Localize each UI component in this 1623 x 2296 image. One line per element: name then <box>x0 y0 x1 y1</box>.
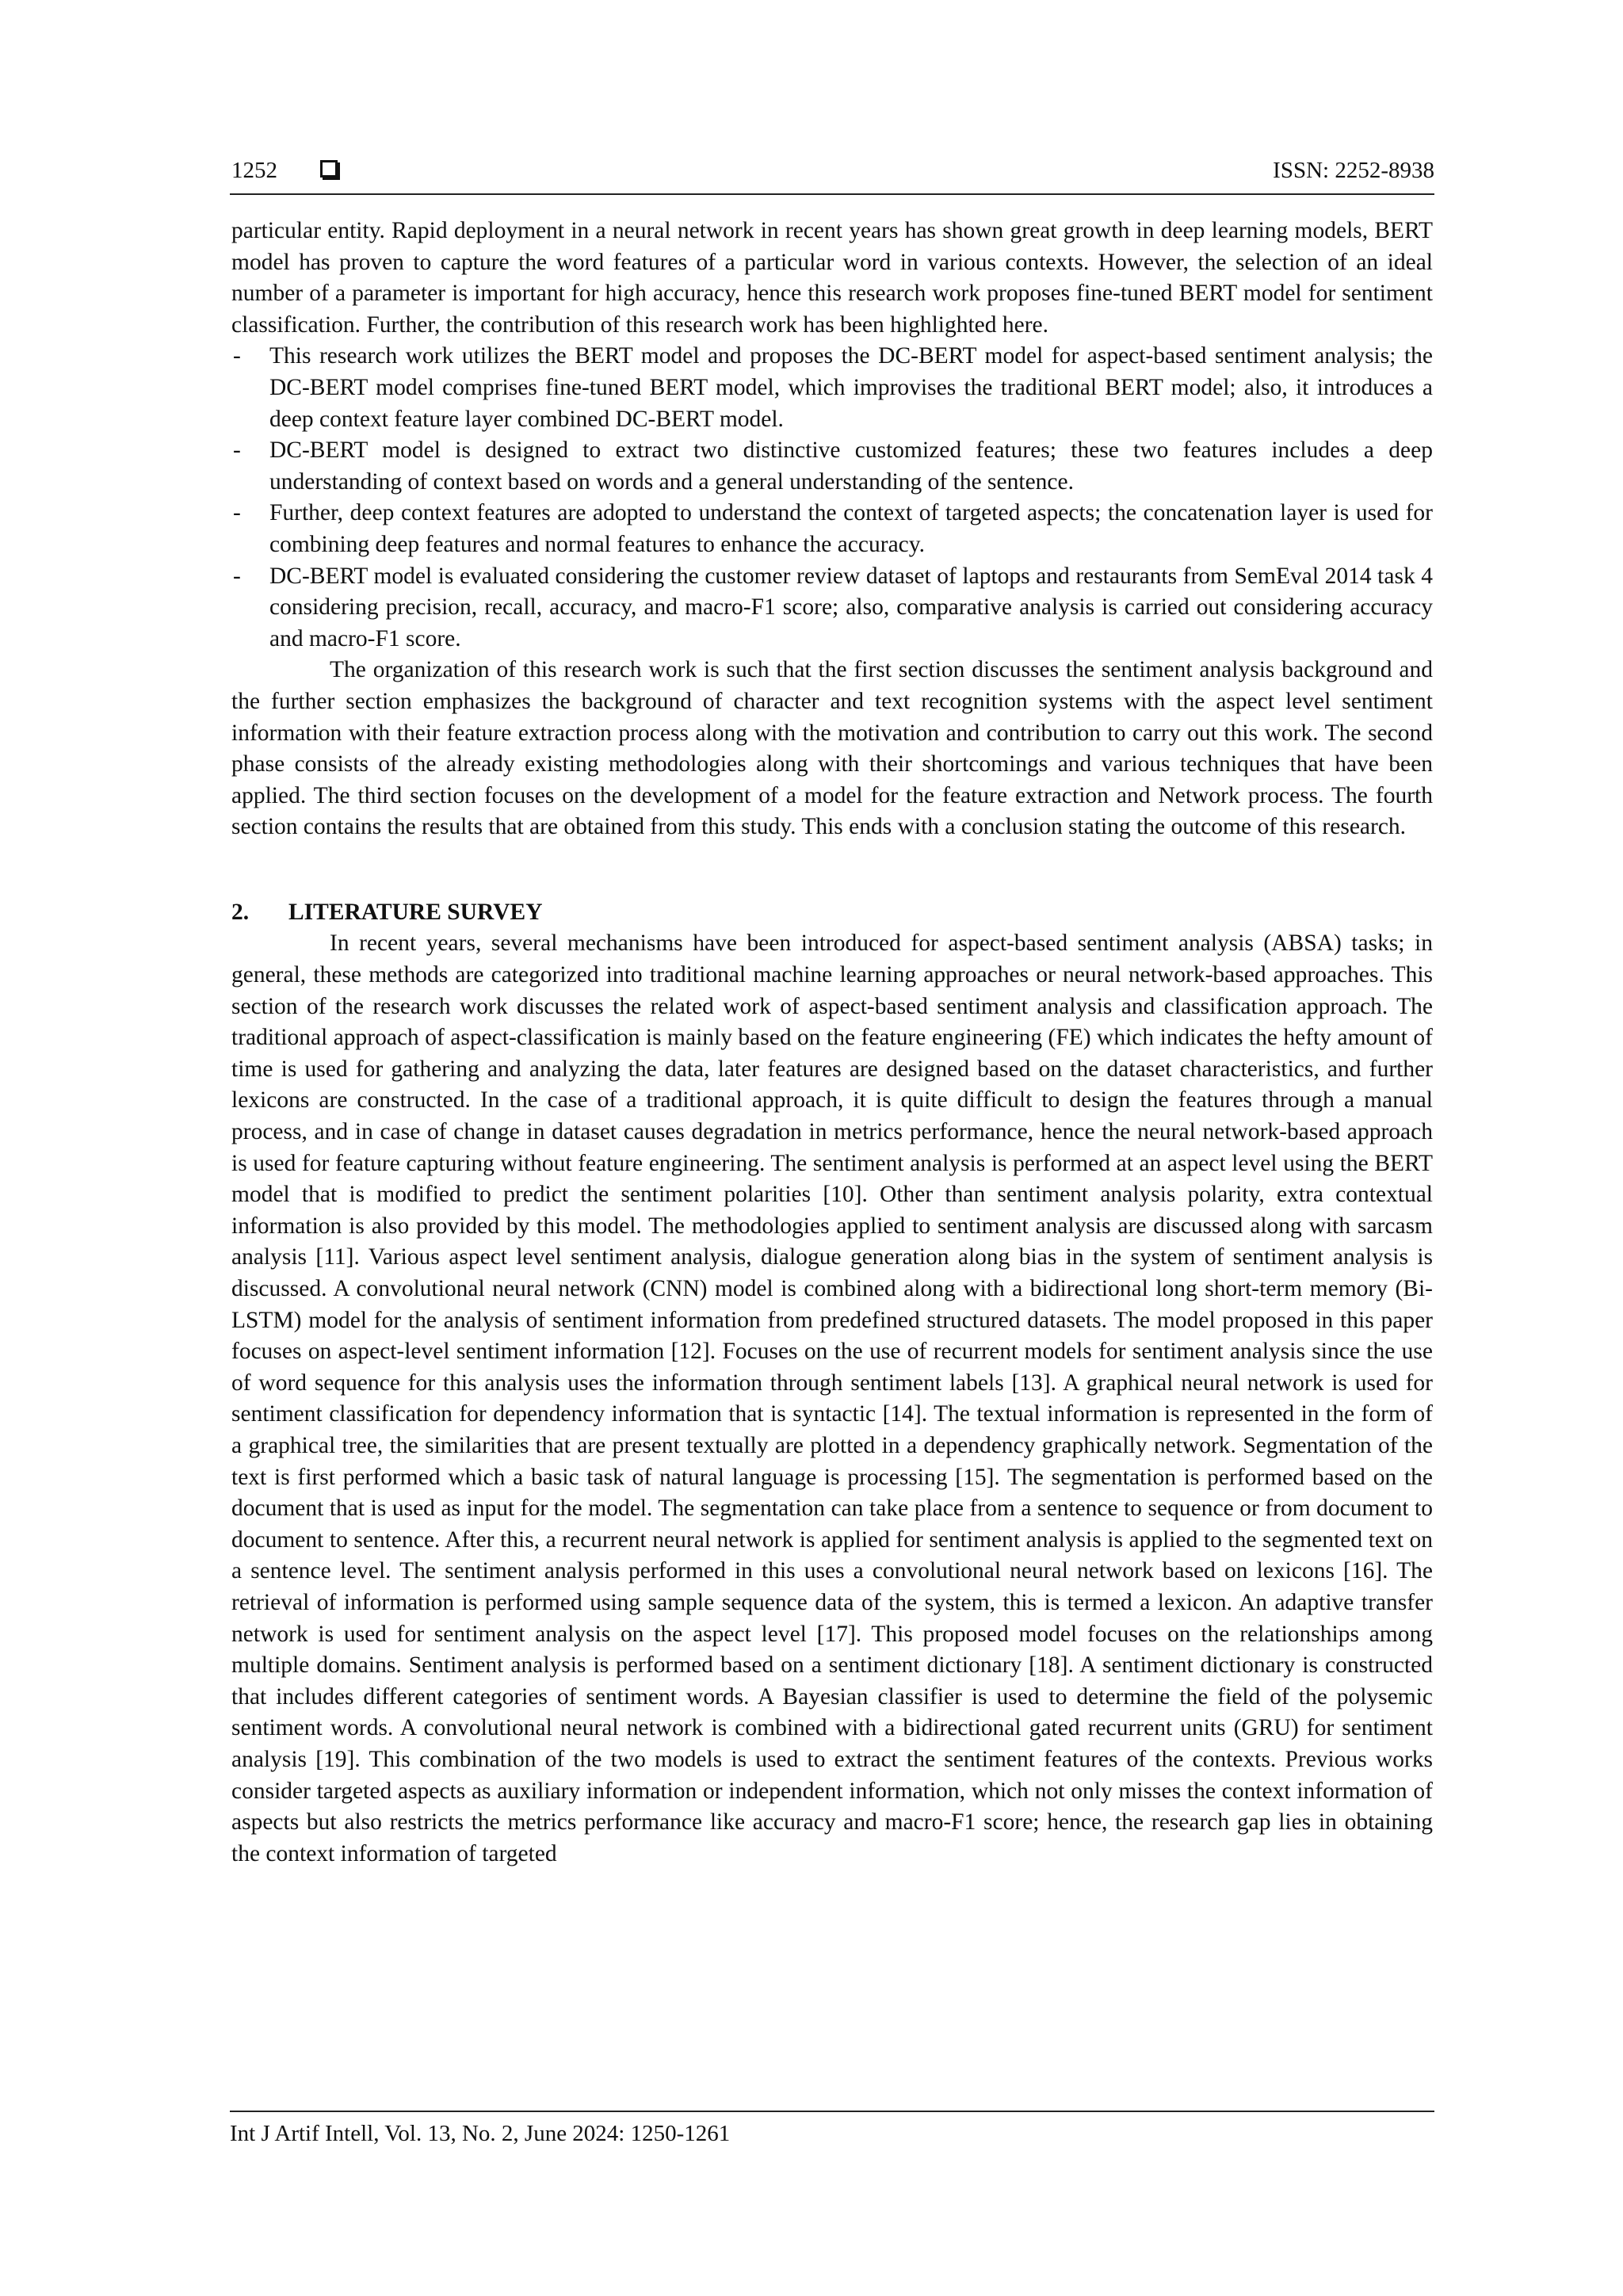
list-item-text: DC-BERT model is evaluated considering the customer review dataset of laptops and restaurants from SemEval 2014 task 4 considering precision, recall, accuracy, and macro-F1 score; also, comparative analysis is carried out considering accuracy and macro-F1 score. <box>269 563 1433 651</box>
page-body <box>231 216 1433 1870</box>
section-number: 2. <box>231 899 250 925</box>
section-heading <box>231 897 1433 929</box>
list-item <box>231 341 1433 435</box>
section-title: LITERATURE SURVEY <box>288 899 543 925</box>
intro-paragraph: particular entity. Rapid deployment in a neural network in recent years has shown great growth in deep learning models, BERT model has proven to capture the word features of a particular word in various contexts. However, the selection of an ideal number of a parameter is important for high accuracy, hence this research work proposes fine-tuned BERT model for sentiment classification. Further, the contribution of this research work has been highlighted here. <box>231 218 1433 338</box>
list-item <box>231 561 1433 655</box>
list-dash: - <box>233 437 241 464</box>
list-item-text: Further, deep context features are adopted to understand the context of targeted aspects; the concatenation layer is used for combining deep features and normal features to enhance the accuracy. <box>269 500 1433 557</box>
list-dash: - <box>233 343 241 369</box>
list-item-text: DC-BERT model is designed to extract two distinctive customized features; these two features includes a deep understanding of context based on words and a general understanding of the sentence. <box>269 437 1433 495</box>
list-dash: - <box>233 500 241 526</box>
list-item <box>231 498 1433 560</box>
list-item-text: This research work utilizes the BERT model and proposes the DC-BERT model for aspect-based sentiment analysis; the DC-BERT model comprises fine-tuned BERT model, which improvises the traditional BERT model; also, it introduces a deep context feature layer combined DC-BERT model. <box>269 343 1433 432</box>
issn-label: ISSN: 2252-8938 <box>1273 158 1434 183</box>
literature-survey-paragraph: In recent years, several mechanisms have been introduced for aspect-based sentiment analysis (ABSA) tasks; in general, these methods are categorized into traditional machine learning approaches or neural network-based approaches. This section of the research work discusses the related work of aspect-based sentiment analysis and classification approach. The traditional approach of aspect-classification is mainly based on the feature engineering (FE) which indicates the hefty amount of time is used for gathering and analyzing the data, later features are designed based on the dataset characteristics, and further lexicons are constructed. In the case of a traditional approach, it is quite difficult to design the features through a manual process, and in case of change in dataset causes degradation in metrics performance, hence the neural network-based approach is used for feature capturing without feature engineering. The sentiment analysis is performed at an aspect level using the BERT model that is modified to predict the sentiment polarities [10]. Other than sentiment analysis polarity, extra contextual information is also provided by this model. The methodologies applied to sentiment analysis are discussed along with sarcasm analysis [11]. Various aspect level sentiment analysis, dialogue generation along bias in the system of sentiment analysis is discussed. A convolutional neural network (CNN) model is combined along with a bidirectional long short-term memory (Bi-LSTM) model for the analysis of sentiment information from predefined structured datasets. The model proposed in this paper focuses on aspect-level sentiment information [12]. Focuses on the use of recurrent models for sentiment analysis since the use of word sequence for this analysis uses the information through sentiment labels [13]. A graphical neural network is used for sentiment classification for dependency information that is syntactic [14]. The textual information is represented in the form of a graphical tree, the similarities that are present textually are plotted in a dependency graphically network. Segmentation of the text is first performed which a basic task of natural language is processing [15]. The segmentation is performed based on the document that is used as input for the model. The segmentation can take place from a sentence to sequence or from document to document to sentence. After this, a recurrent neural network is applied for sentiment analysis is applied to the segmented text on a sentence level. The sentiment analysis performed in this uses a convolutional neural network based on lexicons [16]. The retrieval of information is performed using sample sequence data of the system, this is termed a lexicon. An adaptive transfer network is used for sentiment analysis on the aspect level [17]. This proposed model focuses on the relationships among multiple domains. Sentiment analysis is performed based on a sentiment dictionary [18]. A sentiment dictionary is constructed that includes different categories of sentiment words. A Bayesian classifier is used to determine the field of the polysemic sentiment words. A convolutional neural network is combined with a bidirectional gated recurrent units (GRU) for sentiment analysis [19]. This combination of the two models is used to extract the sentiment features of the contexts. Previous works consider targeted aspects as auxiliary information or independent information, which not only misses the context information of aspects but also restricts the metrics performance like accuracy and macro-F1 score; hence, the research gap lies in obtaining the context information of targeted <box>231 930 1433 1866</box>
page-number: 1252 <box>231 158 277 183</box>
journal-citation: Int J Artif Intell, Vol. 13, No. 2, June 2024: 1250-1261 <box>230 2121 731 2146</box>
page-header <box>230 155 1434 195</box>
list-dash: - <box>233 563 241 589</box>
page-footer <box>230 2111 1434 2149</box>
list-item <box>231 435 1433 498</box>
organization-paragraph: The organization of this research work is such that the first section discusses the sentiment analysis background and the further section emphasizes the background of character and text recognition systems with the aspect level sentiment information with their feature extraction process along with the motivation and contribution to carry out this work. The second phase consists of the already existing methodologies along with their shortcomings and various techniques that have been applied. The third section focuses on the development of a model for the feature extraction and Network process. The fourth section contains the results that are obtained from this study. This ends with a conclusion stating the outcome of this research. <box>231 657 1433 840</box>
square-box-icon <box>320 160 338 178</box>
contribution-list <box>231 341 1433 655</box>
